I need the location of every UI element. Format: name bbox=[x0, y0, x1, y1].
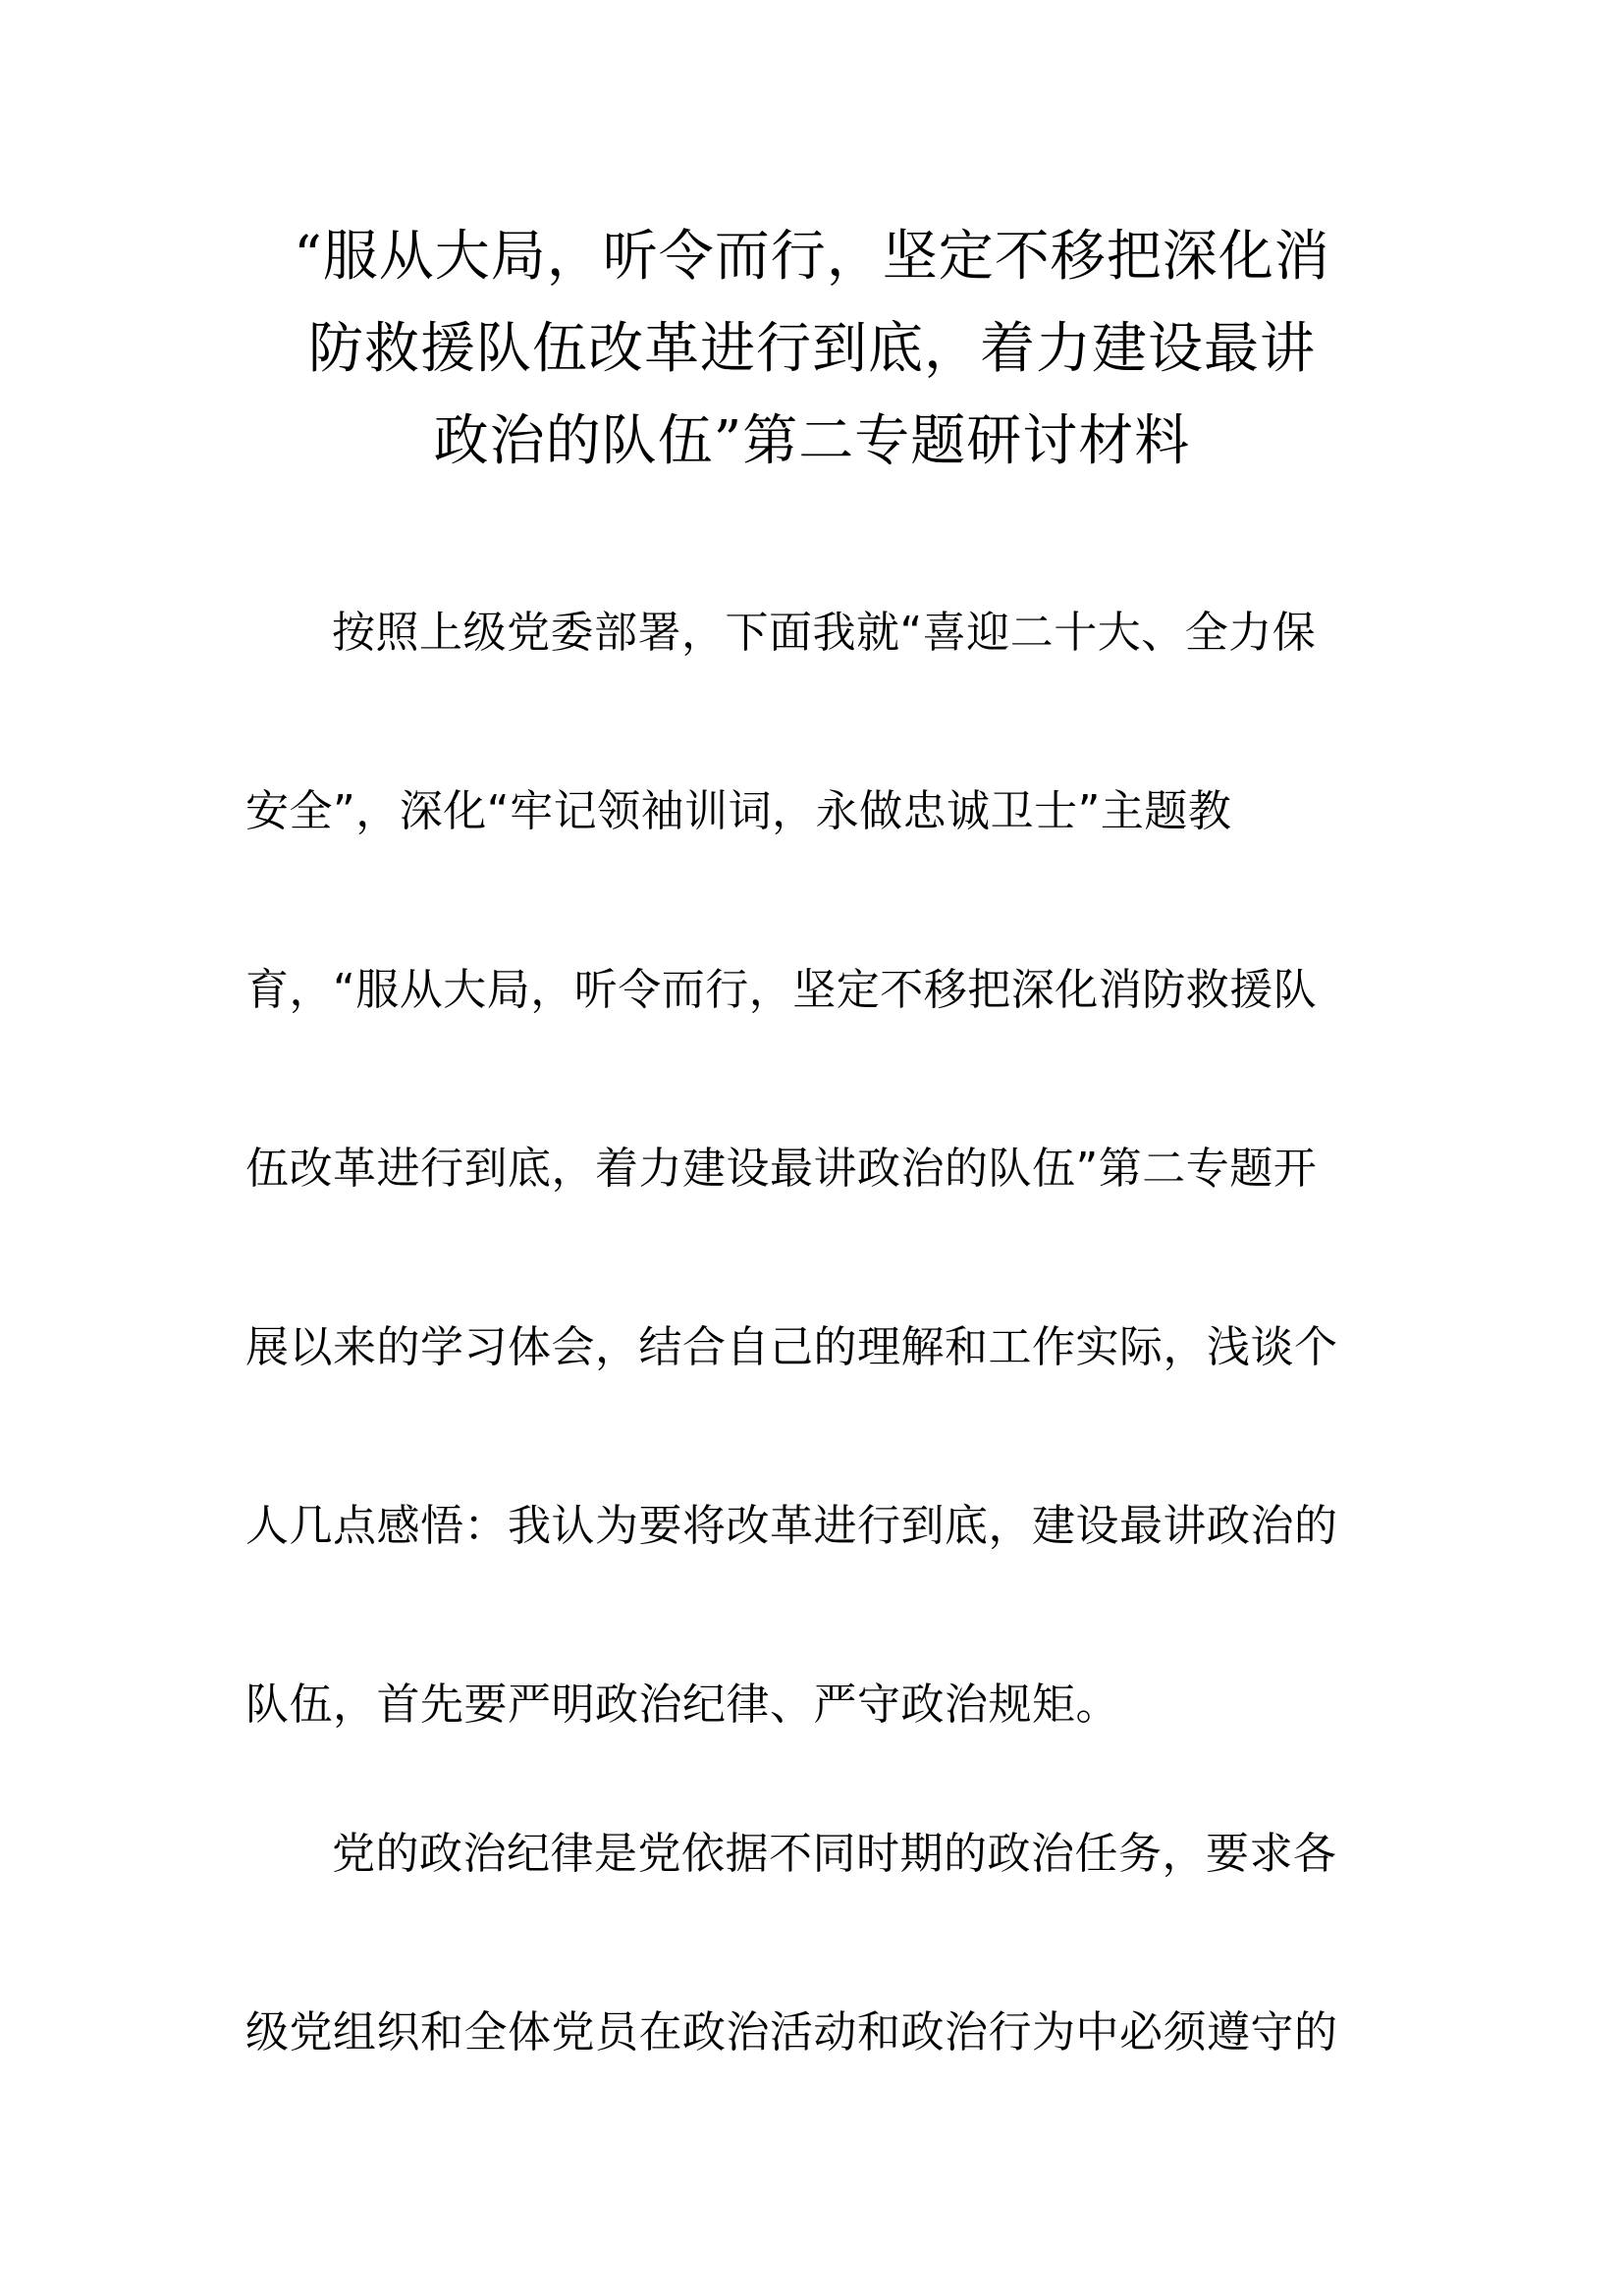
document-title bbox=[245, 211, 1379, 488]
paragraph-line: 党的政治纪律是党依据不同时期的政治任务，要求各 bbox=[332, 1829, 1337, 1879]
title-line: 防救援队伍改革进行到底，着力建设最讲 bbox=[308, 317, 1316, 381]
paragraph-line: 伍改革进行到底，着力建设最讲政治的队伍”第二专题开 bbox=[245, 1144, 1318, 1194]
paragraph-line: 育，“服从大局，听令而行，坚定不移把深化消防救援队 bbox=[245, 965, 1318, 1015]
paragraph-line: 按照上级党委部署，下面我就“喜迎二十大、全力保 bbox=[332, 608, 1317, 658]
paragraph-line: 级党组织和全体党员在政治活动和政治行为中必须遵守的 bbox=[245, 2007, 1338, 2057]
paragraph-line: 展以来的学习体会，结合自己的理解和工作实际，浅谈个 bbox=[245, 1322, 1338, 1372]
paragraph-line: 安全”，深化“牢记领袖训词，永做忠诚卫士”主题教 bbox=[245, 786, 1232, 836]
title-line: “服从大局，听令而行，坚定不移把深化消 bbox=[294, 225, 1330, 289]
title-line: 政治的队伍”第二专题研讨材料 bbox=[433, 409, 1191, 473]
paragraph-line: 人几点感悟：我认为要将改革进行到底，建设最讲政治的 bbox=[245, 1501, 1338, 1551]
paragraph-line: 队伍，首先要严明政治纪律、严守政治规矩。 bbox=[245, 1680, 1119, 1730]
